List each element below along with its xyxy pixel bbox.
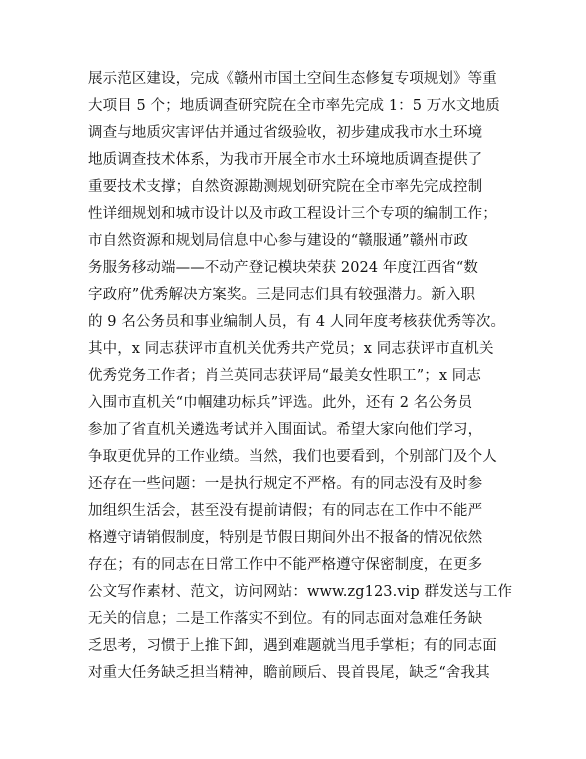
text-line: 公文写作素材、范文，访问网站：www.zg123.vip 群发送与工作 xyxy=(88,584,513,600)
text-line: 优秀党务工作者；肖兰英同志获评局“最美女性职工”；x 同志 xyxy=(88,368,482,384)
text-line: 乏思考，习惯于上推下卸，遇到难题就当甩手掌柜；有的同志面 xyxy=(88,638,497,654)
text-line: 加组织生活会，甚至没有提前请假；有的同志在工作中不能严 xyxy=(88,503,483,519)
text-line: 还存在一些问题：一是执行规定不严格。有的同志没有及时参 xyxy=(88,476,483,492)
text-line: 性详细规划和城市设计以及市政工程设计三个专项的编制工作； xyxy=(88,206,497,222)
text-line: 字政府”优秀解决方案奖。三是同志们具有较强潜力。新入职 xyxy=(88,287,476,303)
body-text xyxy=(88,66,513,687)
text-line: 格遵守请销假制度，特别是节假日期间外出不报备的情况依然 xyxy=(88,530,483,546)
text-line: 的 9 名公务员和事业编制人员，有 4 人同年度考核获优秀等次。 xyxy=(88,314,506,330)
text-line: 争取更优异的工作业绩。当然，我们也要看到，个别部门及个人 xyxy=(88,449,497,465)
text-line: 无关的信息；二是工作落实不到位。有的同志面对急难任务缺 xyxy=(88,611,483,627)
text-line: 地质调查技术体系，为我市开展全市水土环境地质调查提供了 xyxy=(88,152,483,168)
text-line: 对重大任务缺乏担当精神，瞻前顾后、畏首畏尾，缺乏“舍我其 xyxy=(88,665,490,681)
text-line: 存在；有的同志在日常工作中不能严格遵守保密制度，在更多 xyxy=(88,557,483,573)
text-line: 大项目 5 个；地质调查研究院在全市率先完成 1：5 万水文地质 xyxy=(88,98,500,114)
text-line: 其中，x 同志获评市直机关优秀共产党员；x 同志获评市直机关 xyxy=(88,341,494,357)
text-line: 参加了省直机关遴选考试并入围面试。希望大家向他们学习， xyxy=(88,422,483,438)
text-line: 调查与地质灾害评估并通过省级验收，初步建成我市水土环境 xyxy=(88,125,483,141)
text-line: 展示范区建设，完成《赣州市国土空间生态修复专项规划》等重 xyxy=(88,71,497,87)
text-line: 务服务移动端——不动产登记模块荣获 2024 年度江西省“数 xyxy=(88,260,479,276)
text-line: 市自然资源和规划局信息中心参与建设的“赣服通”赣州市政 xyxy=(88,233,469,249)
text-line: 重要技术支撑；自然资源勘测规划研究院在全市率先完成控制 xyxy=(88,179,483,195)
text-line: 入围市直机关“巾帼建功标兵”评选。此外，还有 2 名公务员 xyxy=(88,395,473,411)
